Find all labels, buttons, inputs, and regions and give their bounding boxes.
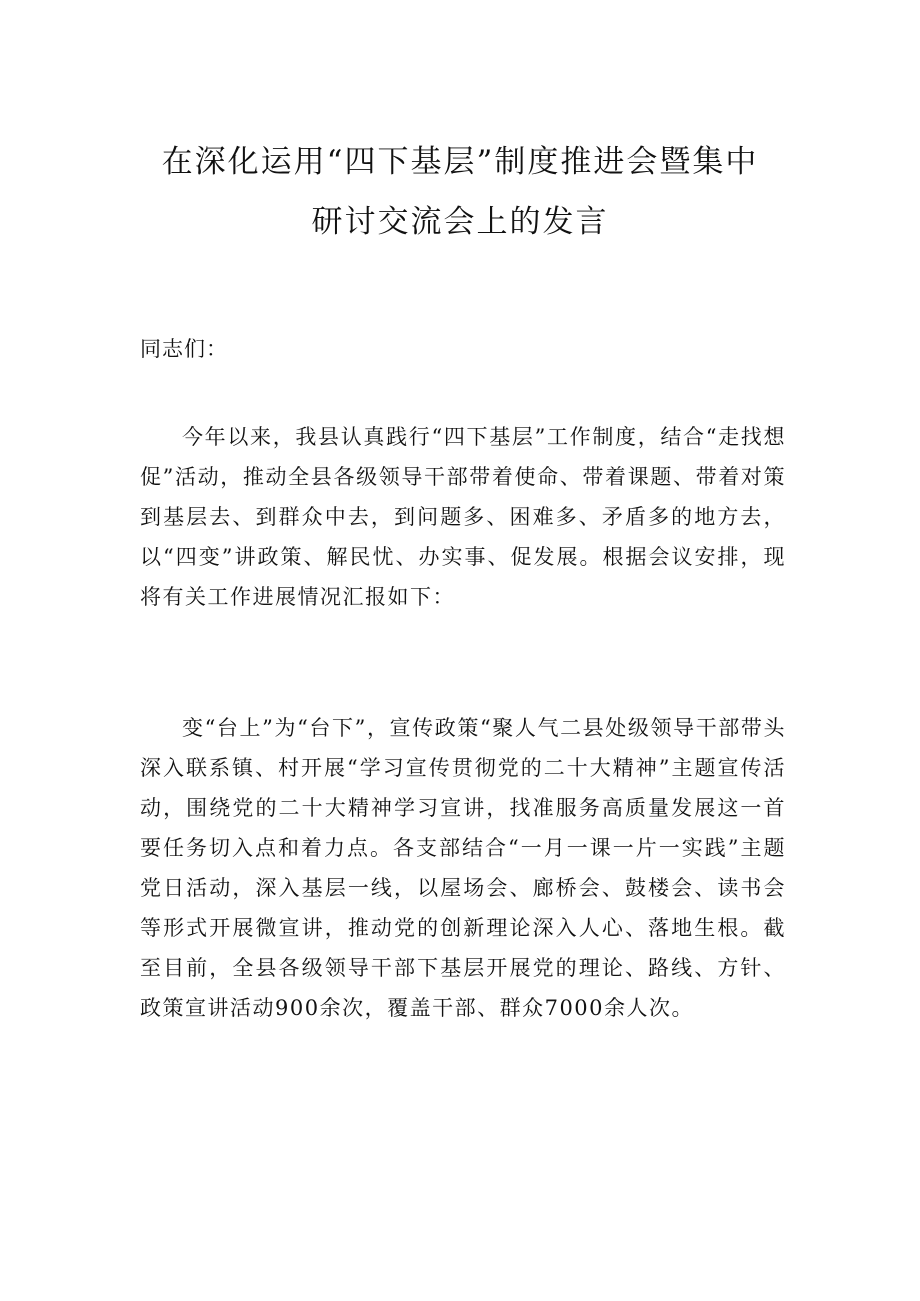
salutation: 同志们： [140, 337, 228, 361]
document-title [120, 132, 800, 252]
title-line-1: 在深化运用“四下基层”制度推进会暨集中 [161, 144, 759, 180]
paragraph-policy-propaganda: 变“台上”为“台下”，宣传政策“聚人气二县处级领导干部带头深入联系镇、村开展“学习宣传贯彻党的二十大精神”主题宣传活动，围绕党的二十大精神学习宣讲，找准服务高质量发展这一首要任务切入点和着力点。各支部结合“一月一课一片一实践”主题党日活动，深入基层一线，以屋场会、廊桥会、鼓楼会、读书会等形式开展微宣讲，推动党的创新理论深入人心、落地生根。截至目前，全县各级领导干部下基层开展党的理论、路线、方针、政策宣讲活动900余次，覆盖干部、群众7000余人次。 [140, 716, 786, 1020]
paragraph-intro: 今年以来，我县认真践行“四下基层”工作制度，结合“走找想促”活动，推动全县各级领导干部带着使命、带着课题、带着对策到基层去、到群众中去，到问题多、困难多、矛盾多的地方去，以“四变”讲政策、解民忧、办实事、促发展。根据会议安排，现将有关工作进展情况汇报如下： [140, 425, 786, 609]
title-line-2: 研讨交流会上的发言 [311, 204, 609, 240]
